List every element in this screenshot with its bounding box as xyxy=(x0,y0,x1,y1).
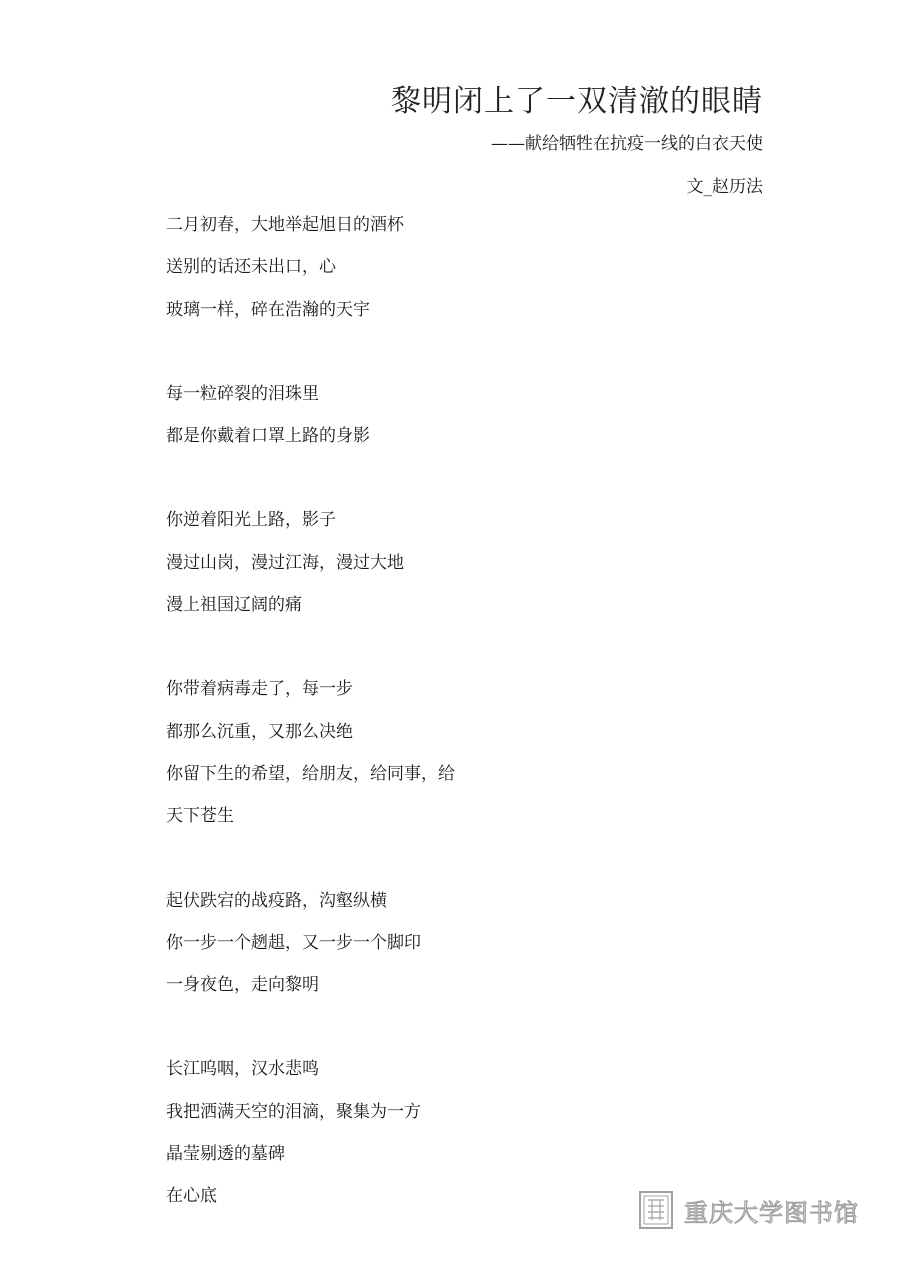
poem-line: 我把洒满天空的泪滴，聚集为一方 xyxy=(166,1101,421,1122)
stanza xyxy=(166,508,766,635)
poem-author: 文_赵历法 xyxy=(686,177,763,197)
poem-line: 你一步一个趔趄，又一步一个脚印 xyxy=(166,932,421,953)
poem-line: 你留下生的希望，给朋友，给同事，给 xyxy=(166,763,455,784)
poem-line: 晶莹剔透的墓碑 xyxy=(166,1144,285,1165)
poem-line: 在心底 xyxy=(166,1186,217,1207)
poem-line: 长江呜咽，汉水悲鸣 xyxy=(166,1059,319,1080)
watermark-text: 重庆大学图书馆 xyxy=(684,1198,859,1227)
poem-line: 起伏跌宕的战疫路，沟壑纵横 xyxy=(166,890,387,911)
stanza xyxy=(166,889,766,1016)
poem-line: 都是你戴着口罩上路的身影 xyxy=(166,426,370,447)
poem-body xyxy=(166,213,766,1269)
stanza xyxy=(166,213,766,340)
library-watermark xyxy=(638,1190,859,1230)
poem-line: 每一粒碎裂的泪珠里 xyxy=(166,383,319,404)
poem-line: 你带着病毒走了，每一步 xyxy=(166,679,353,700)
poem-line: 漫上祖国辽阔的痛 xyxy=(166,595,302,616)
stanza xyxy=(166,382,766,467)
poem-subtitle: ——献给牺牲在抗疫一线的白衣天使 xyxy=(491,134,763,154)
poem-line: 玻璃一样，碎在浩瀚的天宇 xyxy=(166,299,370,320)
poem-line: 都那么沉重，又那么决绝 xyxy=(166,721,353,742)
poem-title: 黎明闭上了一双清澈的眼睛 xyxy=(391,84,763,119)
stanza xyxy=(166,677,766,846)
poem-line: 天下苍生 xyxy=(166,806,234,827)
poem-line: 你逆着阳光上路，影子 xyxy=(166,510,336,531)
poem-line: 一身夜色，走向黎明 xyxy=(166,975,319,996)
poem-line: 二月初春，大地举起旭日的酒杯 xyxy=(166,215,404,235)
poem-line: 漫过山岗，漫过江海，漫过大地 xyxy=(166,552,404,573)
library-seal-icon xyxy=(638,1190,674,1230)
poem-line: 送别的话还未出口，心 xyxy=(166,257,336,278)
